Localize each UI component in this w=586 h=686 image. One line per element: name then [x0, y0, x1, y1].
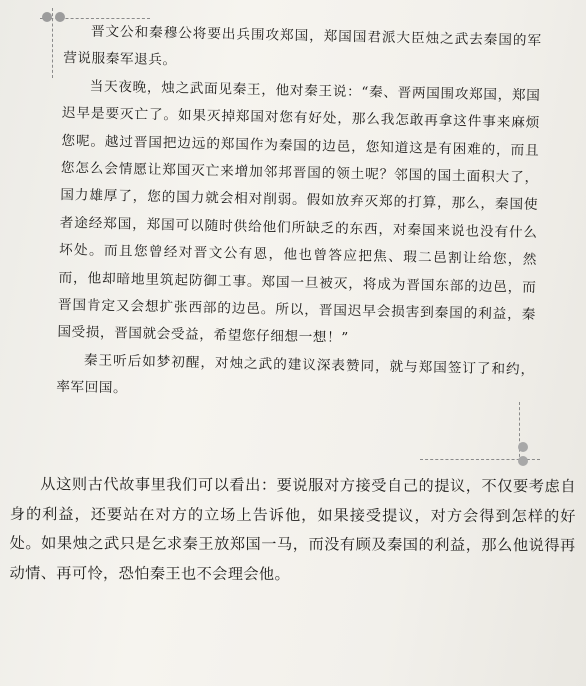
- story-paragraph-3: 秦王听后如梦初醒，对烛之武的建议深表赞同，就与郑国签订了和约，率军回国。: [56, 352, 535, 397]
- dot-icon: [518, 456, 528, 466]
- dot-icon: [42, 12, 52, 22]
- story-paragraph-2: 当天夜晚，烛之武面见秦王，他对秦王说：“秦、晋两国围攻郑国，郑国迟早是要灭亡了。如果灭掉郑国对您有好处，那么我怎敢再拿这件事来麻烦您呢。越过晋国把边远的郑国作为秦国的边邑，您知道这是有困难的，而且您怎么会情愿让郑国灭亡来增加邻邦晋国的领土呢？邻国的国土面积大了，国力雄厚了，您的国力就会相对削弱。假如放弃灭郑的打算，那么，秦国使者途经郑国，郑国可以随时供给他们所缺乏的东西，对秦国来说也没有什么坏处。而且您曾经对晋文公有恩，他也曾答应把焦、瑕二邑割让给您，然而，他却暗地里筑起防御工事。郑国一旦被灭，将成为晋国东部的边邑，而晋国肯定又会想扩张西部的边邑。所以，晋国迟早会损害到秦国的利益，秦国受损，晋国就会受益，希望您仔细想一想！”: [57, 78, 541, 347]
- commentary-text: [9, 470, 576, 590]
- story-text: [56, 18, 542, 412]
- decorative-dots-bottom-right: [518, 442, 528, 466]
- decorative-dots-top-left: [42, 12, 65, 22]
- story-paragraph-1: 晋文公和秦穆公将要出兵围攻郑国，郑国国君派大臣烛之武去秦国的军营说服秦军退兵。: [62, 23, 542, 69]
- commentary-paragraph-1: 从这则古代故事里我们可以看出：要说服对方接受自己的提议，不仅要考虑自身的利益，还要站在对方的立场上告诉他，如果接受提议，对方会得到怎样的好处。如果烛之武只是乞求秦王放郑国一马，而没有顾及秦国的利益，那么他说得再动情、再可怜，恐怕秦王也不会理会他。: [9, 475, 576, 583]
- dot-icon: [518, 442, 528, 452]
- story-box: [28, 6, 550, 462]
